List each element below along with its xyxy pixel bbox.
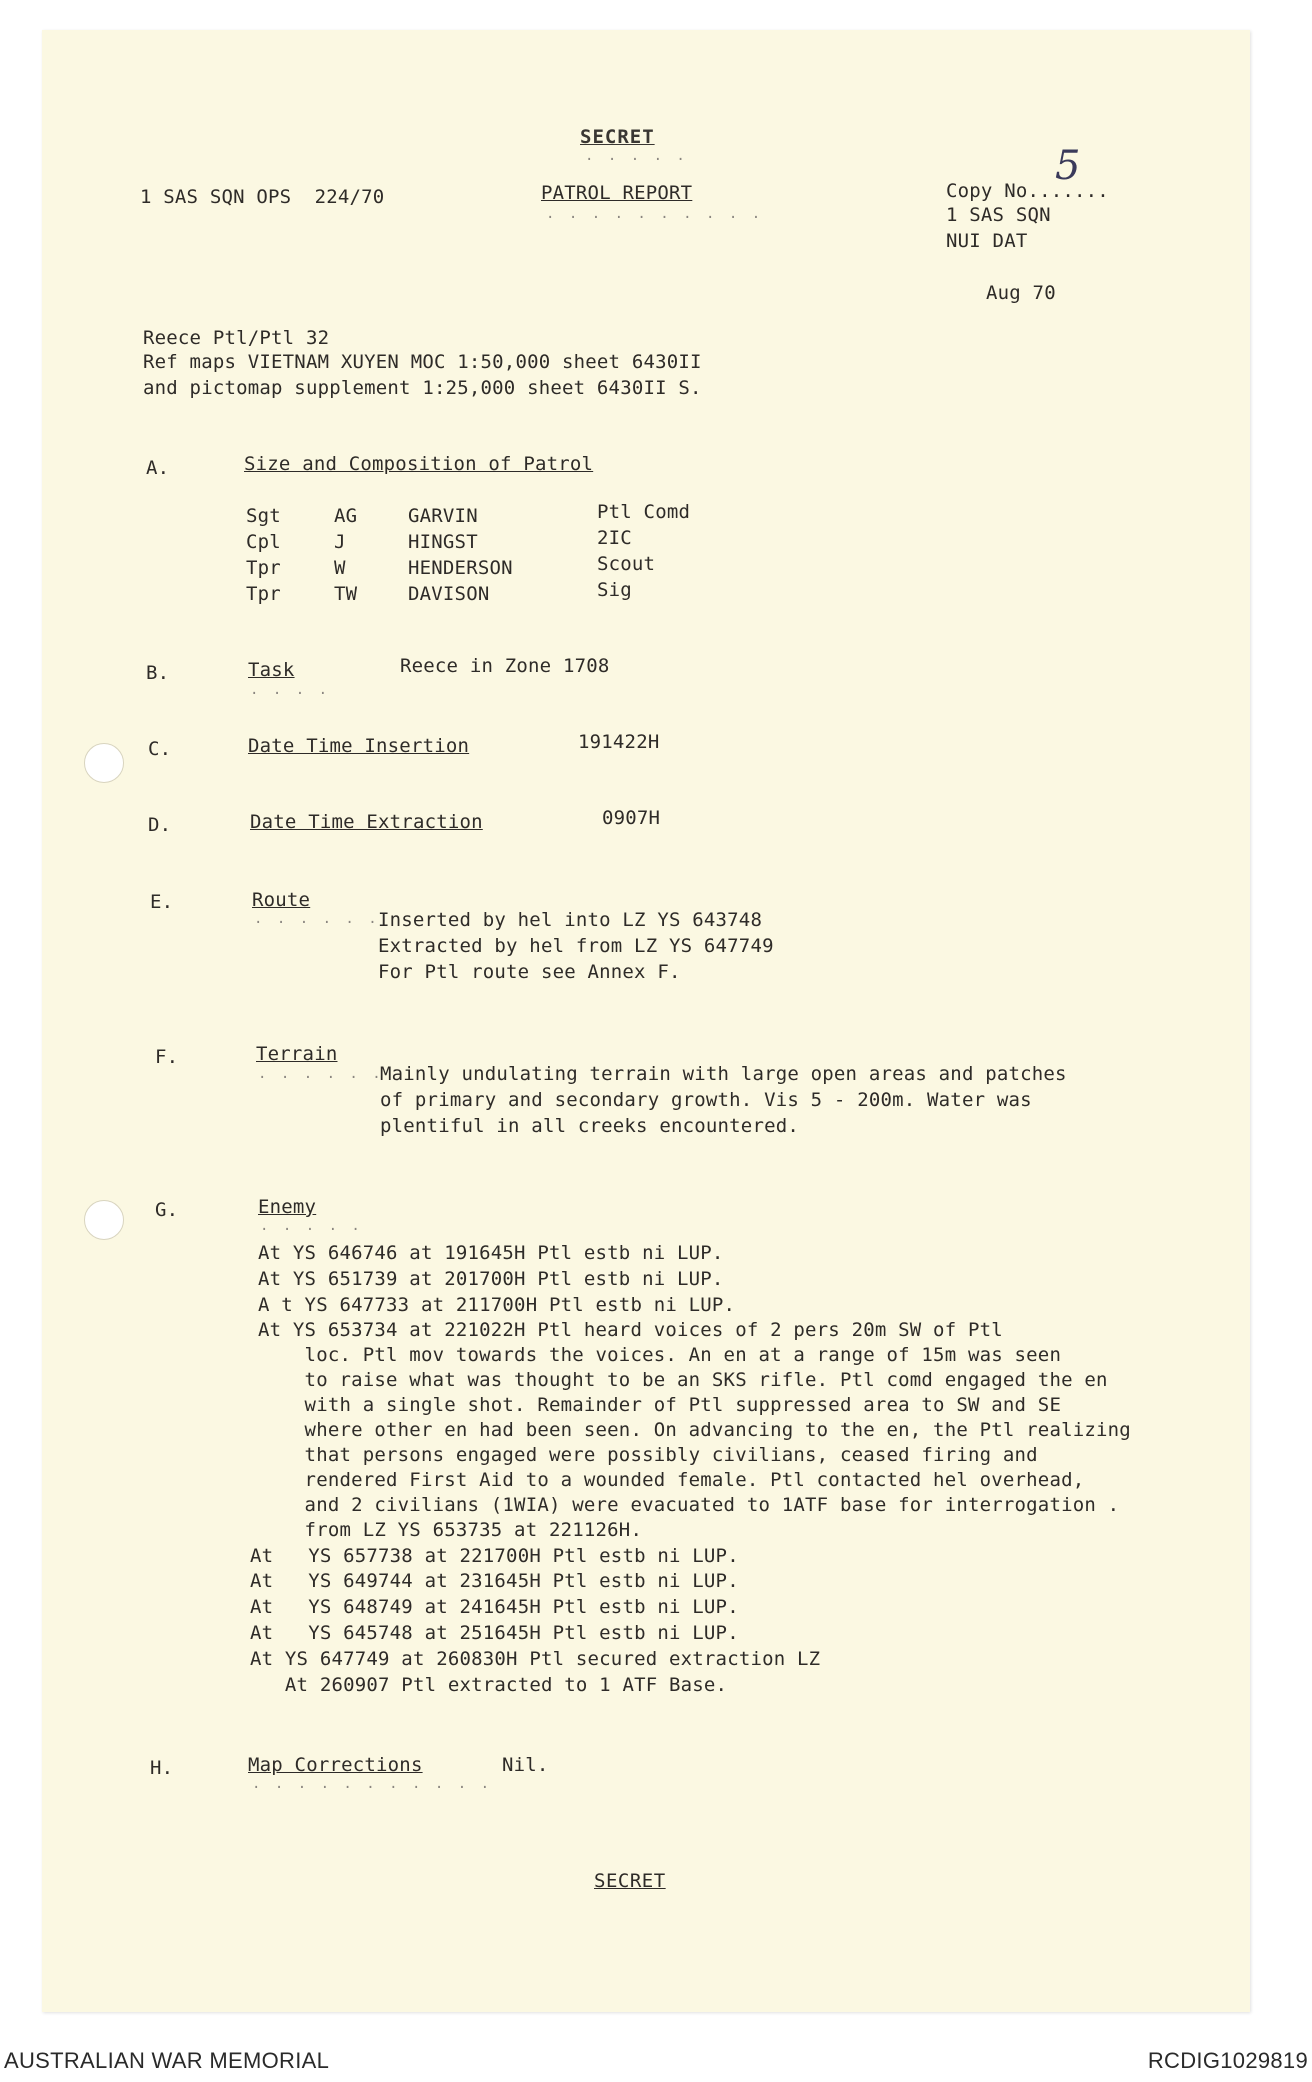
enemy-line: where other en had been seen. On advancing to the en, the Ptl realizing	[258, 1419, 1131, 1441]
patrol-id: Reece Ptl/Ptl 32	[143, 327, 330, 349]
dots-under-task: · · · ·	[250, 686, 331, 702]
member-role: Sig	[597, 579, 632, 601]
enemy-line: A t YS 647733 at 211700H Ptl estb ni LUP.	[258, 1294, 736, 1316]
member-name: HINGST	[408, 531, 478, 553]
member-initials: AG	[334, 505, 358, 527]
section-b-heading: Task	[248, 659, 295, 681]
member-name: GARVIN	[408, 505, 478, 527]
copy-number-handwritten: 5	[1055, 143, 1081, 189]
section-g-letter: G.	[155, 1199, 179, 1221]
dots-under-title: · · · · · · · · · ·	[546, 210, 764, 226]
section-a-letter: A.	[146, 457, 170, 479]
terrain-line: of primary and secondary growth. Vis 5 - 200m. Water was	[380, 1089, 1032, 1111]
section-d-heading: Date Time Extraction	[250, 811, 483, 833]
member-initials: TW	[334, 583, 358, 605]
classification-bottom: SECRET	[594, 1870, 666, 1892]
enemy-line: At YS 645748 at 251645H Ptl estb ni LUP.	[250, 1622, 739, 1644]
member-rank: Tpr	[246, 583, 281, 605]
dots-under-route: · · · · · ·	[254, 915, 380, 931]
enemy-line: At YS 648749 at 241645H Ptl estb ni LUP.	[250, 1596, 739, 1618]
dots-under-terrain: · · · · · ·	[258, 1070, 384, 1086]
dots-under-enemy: · · · · ·	[260, 1222, 363, 1238]
section-d-value: 0907H	[602, 807, 661, 829]
dots-under-secret: · · · · ·	[585, 152, 688, 168]
enemy-line: from LZ YS 653735 at 221126H.	[258, 1519, 643, 1541]
section-c-letter: C.	[148, 738, 172, 760]
section-b-value: Reece in Zone 1708	[400, 655, 610, 677]
dots-under-map-corrections: · · · · · · · · · · ·	[252, 1780, 493, 1796]
section-c-value: 191422H	[578, 731, 660, 753]
unit-name: 1 SAS SQN	[946, 204, 1051, 226]
report-date: Aug 70	[986, 282, 1056, 304]
enemy-line: rendered First Aid to a wounded female. Ptl contacted hel overhead,	[258, 1469, 1085, 1491]
enemy-line: loc. Ptl mov towards the voices. An en at a range of 15m was seen	[258, 1344, 1062, 1366]
member-role: Scout	[597, 553, 656, 575]
section-a-heading: Size and Composition of Patrol	[244, 453, 594, 475]
footer-institution: AUSTRALIAN WAR MEMORIAL	[4, 2048, 330, 2073]
section-f-letter: F.	[155, 1046, 179, 1068]
enemy-line: At YS 653734 at 221022H Ptl heard voices of 2 pers 20m SW of Ptl	[258, 1319, 1003, 1341]
enemy-line: to raise what was thought to be an SKS rifle. Ptl comd engaged the en	[258, 1369, 1108, 1391]
enemy-line: At YS 657738 at 221700H Ptl estb ni LUP.	[250, 1545, 739, 1567]
route-line: Inserted by hel into LZ YS 643748	[378, 909, 763, 931]
copy-number-label: Copy No.......	[946, 180, 1109, 202]
section-h-letter: H.	[150, 1757, 174, 1779]
map-reference-line1: Ref maps VIETNAM XUYEN MOC 1:50,000 sheet 6430II	[143, 351, 702, 373]
punch-hole-lower	[84, 1200, 124, 1240]
enemy-line: that persons engaged were possibly civilians, ceased firing and	[258, 1444, 1038, 1466]
route-line: Extracted by hel from LZ YS 647749	[378, 935, 774, 957]
member-rank: Cpl	[246, 531, 281, 553]
enemy-line: At YS 651739 at 201700H Ptl estb ni LUP.	[258, 1268, 724, 1290]
member-rank: Sgt	[246, 505, 281, 527]
unit-location: NUI DAT	[946, 230, 1028, 252]
member-name: HENDERSON	[408, 557, 513, 579]
enemy-line: and 2 civilians (1WIA) were evacuated to 1ATF base for interrogation .	[258, 1494, 1120, 1516]
punch-hole-upper	[84, 743, 124, 783]
member-initials: J	[334, 531, 346, 553]
member-rank: Tpr	[246, 557, 281, 579]
section-g-heading: Enemy	[258, 1196, 317, 1218]
section-f-heading: Terrain	[256, 1043, 338, 1065]
classification-top: SECRET	[580, 126, 655, 148]
map-reference-line2: and pictomap supplement 1:25,000 sheet 6430II S.	[143, 377, 702, 399]
section-d-letter: D.	[148, 814, 172, 836]
section-e-letter: E.	[150, 891, 174, 913]
enemy-line: At YS 646746 at 191645H Ptl estb ni LUP.	[258, 1242, 724, 1264]
section-e-heading: Route	[252, 889, 311, 911]
section-c-heading: Date Time Insertion	[248, 735, 470, 757]
terrain-line: Mainly undulating terrain with large open areas and patches	[380, 1063, 1067, 1085]
route-line: For Ptl route see Annex F.	[378, 961, 681, 983]
section-h-value: Nil.	[502, 1754, 549, 1776]
enemy-line: At YS 647749 at 260830H Ptl secured extraction LZ	[250, 1648, 821, 1670]
section-h-heading: Map Corrections	[248, 1754, 423, 1776]
member-role: Ptl Comd	[597, 501, 691, 523]
enemy-line: At YS 649744 at 231645H Ptl estb ni LUP.	[250, 1570, 739, 1592]
member-role: 2IC	[597, 527, 632, 549]
member-initials: W	[334, 557, 346, 579]
ops-reference: 1 SAS SQN OPS 224/70	[140, 186, 385, 208]
section-b-letter: B.	[146, 662, 170, 684]
terrain-line: plentiful in all creeks encountered.	[380, 1115, 800, 1137]
enemy-line: with a single shot. Remainder of Ptl suppressed area to SW and SE	[258, 1394, 1062, 1416]
member-name: DAVISON	[408, 583, 490, 605]
report-title: PATROL REPORT	[541, 182, 693, 204]
footer-record-id: RCDIG1029819	[1147, 2048, 1308, 2073]
enemy-line: At 260907 Ptl extracted to 1 ATF Base.	[250, 1674, 728, 1696]
